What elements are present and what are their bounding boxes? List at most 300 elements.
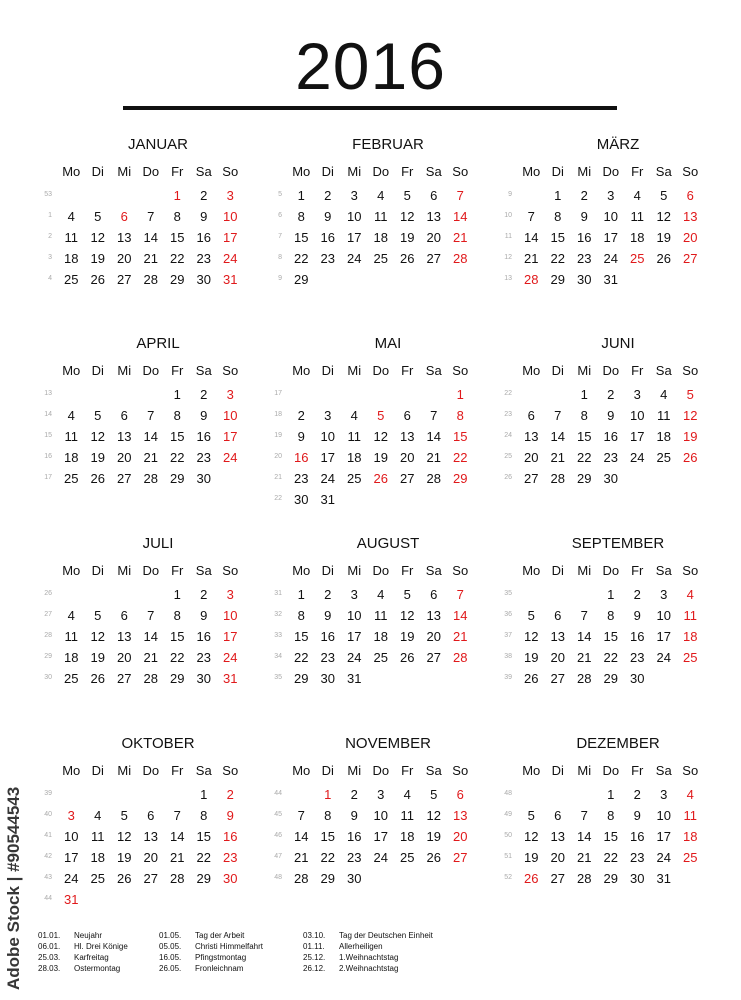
day-cell: 13 bbox=[550, 629, 565, 644]
day-cell: 13 bbox=[524, 429, 539, 444]
empty-cell bbox=[651, 469, 678, 489]
day-cell: 20 bbox=[550, 850, 565, 865]
weekday-header bbox=[288, 563, 474, 578]
weekday-label: Mi bbox=[117, 763, 132, 778]
month-name: JULI bbox=[142, 535, 174, 552]
empty-cell bbox=[315, 270, 342, 290]
weekday-label: So bbox=[452, 164, 469, 179]
weekday-label: So bbox=[452, 763, 469, 778]
week-row bbox=[518, 249, 704, 269]
day-cell: 18 bbox=[683, 629, 698, 644]
week-number: 38 bbox=[504, 653, 512, 660]
day-cell: 7 bbox=[456, 188, 464, 203]
day-cell: 10 bbox=[603, 209, 618, 224]
empty-cell bbox=[394, 490, 421, 510]
holiday-item bbox=[303, 963, 433, 974]
day-cell: 20 bbox=[117, 251, 132, 266]
day-cell: 8 bbox=[173, 608, 181, 623]
day-cell: 13 bbox=[117, 429, 132, 444]
empty-cell bbox=[58, 585, 85, 605]
day-cell: 1 bbox=[297, 587, 305, 602]
day-cell: 11 bbox=[683, 808, 697, 823]
empty-cell bbox=[111, 385, 138, 405]
weekday-label: So bbox=[452, 363, 469, 378]
week-number: 3 bbox=[48, 254, 52, 261]
day-cell: 27 bbox=[400, 471, 415, 486]
day-cell: 28 bbox=[577, 671, 592, 686]
week-number: 23 bbox=[504, 411, 512, 418]
day-cell: 27 bbox=[117, 272, 132, 287]
day-cell: 4 bbox=[350, 408, 358, 423]
empty-cell bbox=[545, 585, 572, 605]
weekday-label: Fr bbox=[171, 164, 184, 179]
day-cell: 19 bbox=[90, 650, 105, 665]
weekday-label: Fr bbox=[631, 763, 644, 778]
day-cell: 29 bbox=[320, 871, 335, 886]
day-cell: 26 bbox=[524, 871, 539, 886]
day-cell: 1 bbox=[200, 787, 208, 802]
day-cell: 20 bbox=[117, 650, 132, 665]
day-cell: 23 bbox=[630, 650, 645, 665]
day-cell: 15 bbox=[320, 829, 335, 844]
day-cell: 25 bbox=[347, 471, 362, 486]
day-cell: 7 bbox=[147, 608, 155, 623]
day-cell: 19 bbox=[524, 850, 539, 865]
empty-cell bbox=[394, 669, 421, 689]
weekday-label: Mi bbox=[117, 164, 132, 179]
day-cell: 15 bbox=[550, 230, 565, 245]
empty-cell bbox=[651, 669, 678, 689]
weekday-label: Di bbox=[91, 363, 104, 378]
empty-cell bbox=[447, 869, 474, 889]
day-cell: 20 bbox=[426, 230, 441, 245]
week-number: 28 bbox=[44, 632, 52, 639]
day-cell: 2 bbox=[297, 408, 305, 423]
weekday-label: Mo bbox=[292, 763, 311, 778]
week-number: 44 bbox=[274, 790, 282, 797]
weekday-label: So bbox=[682, 563, 699, 578]
empty-cell bbox=[571, 785, 598, 805]
day-cell: 23 bbox=[196, 251, 211, 266]
day-cell: 3 bbox=[350, 188, 358, 203]
month-block bbox=[34, 136, 258, 326]
day-cell: 2 bbox=[200, 587, 208, 602]
week-row bbox=[288, 270, 474, 290]
day-cell: 16 bbox=[577, 230, 592, 245]
holiday-date: 01.05. bbox=[159, 931, 182, 940]
day-cell: 5 bbox=[94, 608, 102, 623]
day-cell: 27 bbox=[117, 671, 132, 686]
day-cell: 8 bbox=[554, 209, 562, 224]
day-cell: 2 bbox=[350, 787, 358, 802]
weekday-label: So bbox=[682, 763, 699, 778]
weekday-label: Sa bbox=[195, 763, 212, 778]
day-cell: 11 bbox=[683, 608, 697, 623]
week-row bbox=[288, 627, 474, 647]
month-block bbox=[494, 735, 718, 925]
day-cell: 16 bbox=[223, 829, 238, 844]
empty-cell bbox=[624, 270, 651, 290]
day-cell: 24 bbox=[320, 471, 335, 486]
week-number: 12 bbox=[504, 254, 512, 261]
week-row bbox=[288, 186, 474, 206]
weekday-label: Sa bbox=[425, 763, 442, 778]
weekday-label: Mo bbox=[522, 763, 541, 778]
weekday-label: Fr bbox=[631, 363, 644, 378]
day-cell: 19 bbox=[90, 251, 105, 266]
weekday-label: Mi bbox=[577, 363, 592, 378]
day-cell: 27 bbox=[683, 251, 698, 266]
empty-cell bbox=[368, 385, 395, 405]
day-cell: 10 bbox=[656, 608, 671, 623]
day-cell: 23 bbox=[320, 650, 335, 665]
day-cell: 16 bbox=[196, 429, 211, 444]
week-row bbox=[288, 490, 474, 510]
day-cell: 23 bbox=[196, 650, 211, 665]
day-cell: 7 bbox=[147, 408, 155, 423]
holiday-date: 25.03. bbox=[38, 953, 61, 962]
empty-cell bbox=[518, 585, 545, 605]
week-number: 34 bbox=[274, 653, 282, 660]
empty-cell bbox=[447, 270, 474, 290]
day-cell: 23 bbox=[577, 251, 592, 266]
day-cell: 26 bbox=[426, 850, 441, 865]
day-cell: 11 bbox=[347, 429, 361, 444]
day-cell: 18 bbox=[90, 850, 105, 865]
day-cell: 24 bbox=[656, 650, 671, 665]
day-cell: 14 bbox=[143, 230, 158, 245]
day-cell: 4 bbox=[377, 587, 385, 602]
day-cell: 25 bbox=[373, 251, 388, 266]
day-cell: 9 bbox=[350, 808, 358, 823]
holiday-date: 25.12. bbox=[303, 953, 326, 962]
day-cell: 25 bbox=[373, 650, 388, 665]
week-number: 4 bbox=[48, 275, 52, 282]
day-cell: 26 bbox=[90, 671, 105, 686]
stock-watermark: Adobe Stock | #90544543 bbox=[4, 786, 23, 990]
month-name: JUNI bbox=[601, 335, 635, 352]
day-cell: 8 bbox=[173, 408, 181, 423]
day-cell: 17 bbox=[223, 629, 238, 644]
week-row bbox=[58, 585, 244, 605]
weekday-header bbox=[58, 363, 244, 378]
day-cell: 1 bbox=[607, 587, 615, 602]
weekday-label: Mi bbox=[347, 164, 362, 179]
day-cell: 30 bbox=[577, 272, 592, 287]
week-number: 1 bbox=[48, 212, 52, 219]
week-row bbox=[518, 827, 704, 847]
day-cell: 20 bbox=[683, 230, 698, 245]
day-cell: 1 bbox=[297, 188, 305, 203]
month-name: DEZEMBER bbox=[576, 735, 660, 752]
day-cell: 5 bbox=[430, 787, 438, 802]
day-cell: 20 bbox=[550, 650, 565, 665]
day-cell: 19 bbox=[524, 650, 539, 665]
day-cell: 27 bbox=[117, 471, 132, 486]
weekday-label: Sa bbox=[425, 363, 442, 378]
weekday-label: Mo bbox=[62, 164, 81, 179]
week-number: 40 bbox=[44, 811, 52, 818]
day-cell: 26 bbox=[683, 450, 698, 465]
day-cell: 25 bbox=[683, 650, 698, 665]
week-number: 25 bbox=[504, 453, 512, 460]
weekday-label: Do bbox=[142, 763, 160, 778]
month-block bbox=[494, 335, 718, 525]
day-cell: 1 bbox=[173, 188, 181, 203]
day-cell: 6 bbox=[403, 408, 411, 423]
day-cell: 7 bbox=[430, 408, 438, 423]
holiday-item bbox=[38, 952, 128, 963]
empty-cell bbox=[624, 469, 651, 489]
holiday-column bbox=[159, 930, 263, 974]
weekday-label: Di bbox=[321, 164, 334, 179]
week-number: 35 bbox=[504, 590, 512, 597]
day-cell: 19 bbox=[400, 629, 415, 644]
day-cell: 7 bbox=[527, 209, 535, 224]
day-cell: 30 bbox=[196, 471, 211, 486]
day-cell: 17 bbox=[347, 230, 362, 245]
day-cell: 21 bbox=[577, 650, 592, 665]
month-name: MÄRZ bbox=[596, 136, 640, 153]
day-cell: 19 bbox=[426, 829, 441, 844]
empty-cell bbox=[138, 385, 165, 405]
day-cell: 3 bbox=[226, 387, 234, 402]
day-cell: 6 bbox=[554, 808, 562, 823]
day-cell: 27 bbox=[524, 471, 539, 486]
weekday-label: Do bbox=[372, 563, 390, 578]
empty-cell bbox=[288, 785, 315, 805]
day-cell: 29 bbox=[294, 671, 309, 686]
day-cell: 26 bbox=[656, 251, 671, 266]
holiday-item bbox=[159, 963, 263, 974]
day-cell: 18 bbox=[64, 650, 79, 665]
week-row bbox=[58, 406, 244, 426]
month-block bbox=[494, 535, 718, 725]
week-number: 50 bbox=[504, 832, 512, 839]
holiday-date: 01.11. bbox=[303, 942, 325, 951]
day-cell: 5 bbox=[377, 408, 385, 423]
day-cell: 9 bbox=[633, 808, 641, 823]
week-number: 20 bbox=[274, 453, 282, 460]
day-cell: 7 bbox=[456, 587, 464, 602]
empty-cell bbox=[191, 890, 218, 910]
day-cell: 22 bbox=[170, 450, 185, 465]
holiday-name: Tag der Deutschen Einheit bbox=[339, 931, 433, 940]
week-row bbox=[58, 627, 244, 647]
weekday-label: Di bbox=[91, 763, 104, 778]
day-cell: 13 bbox=[426, 209, 441, 224]
week-number: 6 bbox=[278, 212, 282, 219]
day-cell: 29 bbox=[603, 871, 618, 886]
day-cell: 26 bbox=[524, 671, 539, 686]
day-cell: 27 bbox=[453, 850, 468, 865]
day-cell: 6 bbox=[554, 608, 562, 623]
week-row bbox=[518, 448, 704, 468]
day-cell: 10 bbox=[347, 209, 362, 224]
day-cell: 12 bbox=[90, 629, 105, 644]
week-row bbox=[58, 385, 244, 405]
day-cell: 7 bbox=[580, 608, 588, 623]
day-cell: 29 bbox=[603, 671, 618, 686]
empty-cell bbox=[394, 869, 421, 889]
day-cell: 18 bbox=[373, 230, 388, 245]
weekday-label: Do bbox=[142, 563, 160, 578]
day-cell: 21 bbox=[170, 850, 185, 865]
day-cell: 30 bbox=[196, 671, 211, 686]
holiday-date: 03.10. bbox=[303, 931, 326, 940]
day-cell: 17 bbox=[64, 850, 79, 865]
week-row bbox=[518, 585, 704, 605]
empty-cell bbox=[341, 490, 368, 510]
week-row bbox=[288, 448, 474, 468]
day-cell: 23 bbox=[223, 850, 238, 865]
day-cell: 11 bbox=[374, 209, 388, 224]
day-cell: 25 bbox=[90, 871, 105, 886]
day-cell: 22 bbox=[196, 850, 211, 865]
day-cell: 14 bbox=[550, 429, 565, 444]
empty-cell bbox=[138, 585, 165, 605]
day-cell: 5 bbox=[660, 188, 668, 203]
day-cell: 25 bbox=[683, 850, 698, 865]
day-cell: 29 bbox=[170, 272, 185, 287]
week-number: 26 bbox=[44, 590, 52, 597]
weekday-header bbox=[58, 763, 244, 778]
day-cell: 22 bbox=[170, 650, 185, 665]
day-cell: 14 bbox=[453, 608, 468, 623]
week-number: 9 bbox=[508, 191, 512, 198]
day-cell: 16 bbox=[630, 829, 645, 844]
day-cell: 13 bbox=[117, 629, 132, 644]
day-cell: 27 bbox=[426, 251, 441, 266]
day-cell: 21 bbox=[143, 251, 158, 266]
day-cell: 6 bbox=[147, 808, 155, 823]
weekday-label: Mi bbox=[117, 363, 132, 378]
day-cell: 29 bbox=[577, 471, 592, 486]
week-row bbox=[58, 186, 244, 206]
holiday-name: Allerheiligen bbox=[339, 942, 383, 951]
weekday-header bbox=[518, 763, 704, 778]
day-cell: 28 bbox=[524, 272, 539, 287]
day-cell: 3 bbox=[350, 587, 358, 602]
day-cell: 3 bbox=[660, 587, 668, 602]
day-cell: 18 bbox=[64, 251, 79, 266]
day-cell: 10 bbox=[64, 829, 79, 844]
day-cell: 4 bbox=[377, 188, 385, 203]
weekday-label: Do bbox=[372, 363, 390, 378]
weekday-label: Di bbox=[91, 563, 104, 578]
week-row bbox=[288, 648, 474, 668]
day-cell: 27 bbox=[143, 871, 158, 886]
day-cell: 9 bbox=[226, 808, 234, 823]
week-row bbox=[58, 806, 244, 826]
day-cell: 24 bbox=[373, 850, 388, 865]
weekday-label: Fr bbox=[401, 363, 414, 378]
day-cell: 6 bbox=[430, 587, 438, 602]
day-cell: 10 bbox=[223, 209, 238, 224]
day-cell: 12 bbox=[683, 408, 698, 423]
day-cell: 4 bbox=[660, 387, 668, 402]
day-cell: 30 bbox=[196, 272, 211, 287]
day-cell: 30 bbox=[223, 871, 238, 886]
weekday-label: Sa bbox=[655, 164, 672, 179]
day-cell: 12 bbox=[90, 429, 105, 444]
holiday-date: 01.01. bbox=[38, 931, 61, 940]
day-cell: 5 bbox=[527, 808, 535, 823]
week-row bbox=[288, 385, 474, 405]
day-cell: 14 bbox=[577, 629, 592, 644]
day-cell: 9 bbox=[580, 209, 588, 224]
holiday-item bbox=[303, 941, 433, 952]
day-cell: 31 bbox=[320, 492, 335, 507]
day-cell: 18 bbox=[400, 829, 415, 844]
weekday-header bbox=[288, 363, 474, 378]
empty-cell bbox=[85, 186, 112, 206]
month-name: OKTOBER bbox=[121, 735, 195, 752]
day-cell: 5 bbox=[686, 387, 694, 402]
empty-cell bbox=[651, 270, 678, 290]
week-row bbox=[288, 406, 474, 426]
empty-cell bbox=[288, 385, 315, 405]
week-row bbox=[288, 785, 474, 805]
weekday-header bbox=[58, 563, 244, 578]
empty-cell bbox=[111, 585, 138, 605]
day-cell: 17 bbox=[347, 629, 362, 644]
day-cell: 15 bbox=[170, 429, 185, 444]
empty-cell bbox=[58, 785, 85, 805]
day-cell: 3 bbox=[226, 587, 234, 602]
weekday-label: Sa bbox=[425, 164, 442, 179]
day-cell: 8 bbox=[297, 608, 305, 623]
empty-cell bbox=[518, 785, 545, 805]
empty-cell bbox=[85, 785, 112, 805]
day-cell: 8 bbox=[607, 608, 615, 623]
week-row bbox=[518, 228, 704, 248]
day-cell: 11 bbox=[64, 230, 78, 245]
week-row bbox=[288, 249, 474, 269]
day-cell: 29 bbox=[453, 471, 468, 486]
day-cell: 22 bbox=[603, 850, 618, 865]
week-row bbox=[288, 585, 474, 605]
day-cell: 4 bbox=[67, 608, 75, 623]
day-cell: 25 bbox=[400, 850, 415, 865]
day-cell: 24 bbox=[64, 871, 79, 886]
empty-cell bbox=[58, 385, 85, 405]
day-cell: 8 bbox=[456, 408, 464, 423]
day-cell: 3 bbox=[226, 188, 234, 203]
day-cell: 7 bbox=[554, 408, 562, 423]
weekday-label: Di bbox=[321, 363, 334, 378]
day-cell: 14 bbox=[143, 429, 158, 444]
day-cell: 15 bbox=[577, 429, 592, 444]
weekday-label: Mo bbox=[292, 164, 311, 179]
empty-cell bbox=[677, 469, 704, 489]
day-cell: 26 bbox=[400, 251, 415, 266]
empty-cell bbox=[138, 890, 165, 910]
day-cell: 29 bbox=[170, 471, 185, 486]
week-row bbox=[518, 469, 704, 489]
empty-cell bbox=[341, 270, 368, 290]
day-cell: 12 bbox=[656, 209, 671, 224]
weekday-label: So bbox=[222, 563, 239, 578]
day-cell: 6 bbox=[120, 408, 128, 423]
week-number: 39 bbox=[504, 674, 512, 681]
day-cell: 25 bbox=[656, 450, 671, 465]
day-cell: 11 bbox=[64, 429, 78, 444]
empty-cell bbox=[138, 785, 165, 805]
day-cell: 17 bbox=[656, 829, 671, 844]
empty-cell bbox=[394, 385, 421, 405]
empty-cell bbox=[111, 785, 138, 805]
